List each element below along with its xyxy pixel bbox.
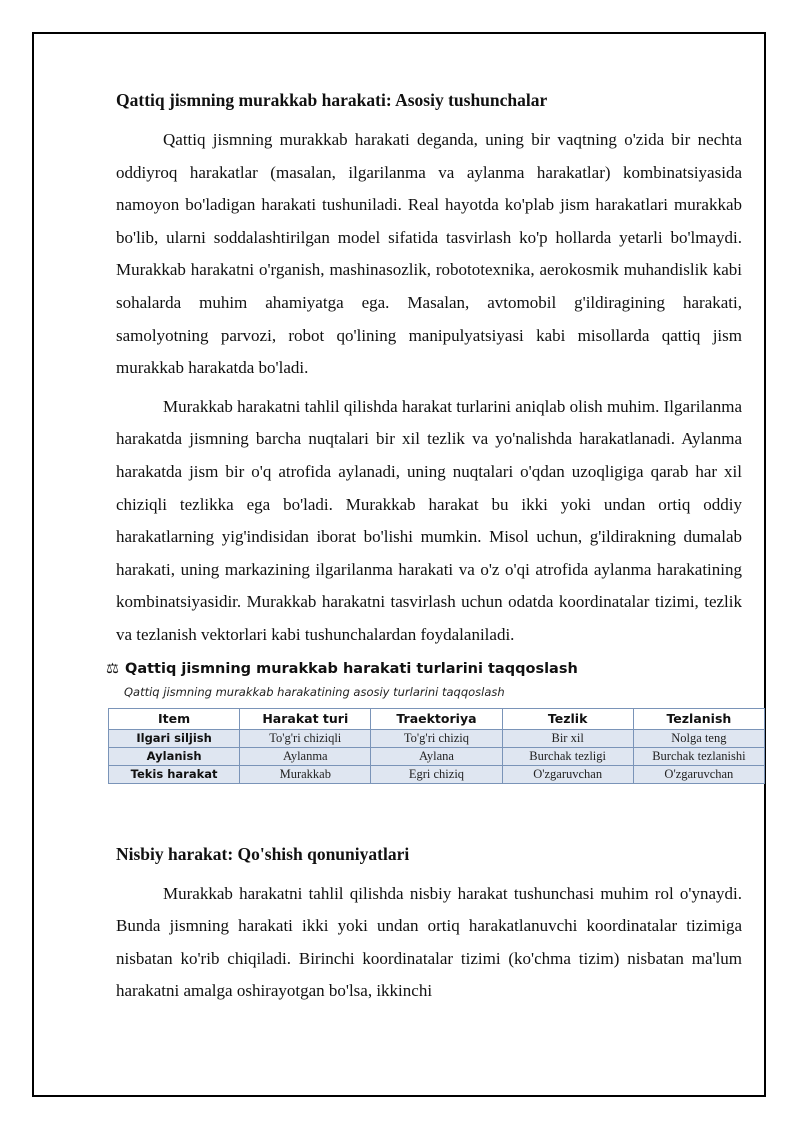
section-heading-relative-motion: Nisbiy harakat: Qo'shish qonuniyatlari xyxy=(116,843,410,864)
table-cell: Burchak tezlanishi xyxy=(633,747,764,765)
paragraph: Murakkab harakatni tahlil qilishda harakat turlarini aniqlab olish muhim. Ilgarilanma harakatda jismning barcha nuqtalari bir xil tezlik va yo'nalishda harakatlanadi. Aylanma harakatda jism bir o'q atrofida aylanadi, uning nuqtalari o'qdan uzoqligiga qarab har xil chiziqli tezlikka ega bo'ladi. Murakkab harakat bu ikki yoki undan ortiq oddiy harakatlarning yig'indisidan iborat bo'lishi mumkin. Misol uchun, g'ildirakning dumalab harakati, uning markazining ilgarilanma harakati va o'z o'qi atrofida aylanma harakatining kombinatsiyasidir. Murakkab harakatni tasvirlash uchun odatda koordinatalar tizimi, tezlik va tezlanish vektorlari kabi tushunchalardan foydalaniladi. xyxy=(116,396,742,644)
table-header-row xyxy=(109,708,765,729)
table-cell: Bir xil xyxy=(502,729,633,747)
paragraph: Murakkab harakatni tahlil qilishda nisbiy harakat tushunchasi muhim rol o'ynaydi. Bunda jismning harakati ikki yoki undan ortiq harakatlanuvchi koordinatalar tizimiga nisbatan ko'rib chiqiladi. Birinchi koordinatalar tizimi (ko'chma tizim) nisbatan ma'lum harakatni amalga oshirayotgan bo'lsa, ikkinchi xyxy=(116,883,742,1001)
comparison-table xyxy=(108,708,765,784)
row-header-cell: Tekis harakat xyxy=(109,765,240,783)
table-cell: Burchak tezligi xyxy=(502,747,633,765)
table-cell: Nolga teng xyxy=(633,729,764,747)
table-cell: O'zgaruvchan xyxy=(502,765,633,783)
table-caption: Qattiq jismning murakkab harakatining asosiy turlarini taqqoslash xyxy=(124,684,505,699)
column-header: Item xyxy=(109,708,240,729)
comparison-table-block xyxy=(106,658,746,784)
section-heading-basic-concepts: Qattiq jismning murakkab harakati: Asosiy tushunchalar xyxy=(116,90,548,110)
table-row xyxy=(109,747,765,765)
table-cell: Aylanma xyxy=(240,747,371,765)
table-cell: To'g'ri chiziq xyxy=(371,729,502,747)
table-cell: Murakkab xyxy=(240,765,371,783)
column-header: Harakat turi xyxy=(240,708,371,729)
table-cell: O'zgaruvchan xyxy=(633,765,764,783)
table-row xyxy=(109,729,765,747)
column-header: Traektoriya xyxy=(371,708,502,729)
table-title xyxy=(106,658,742,680)
scale-icon: ⚖ xyxy=(106,660,119,677)
table-cell: Egri chiziq xyxy=(371,765,502,783)
column-header: Tezlanish xyxy=(633,708,764,729)
row-header-cell: Ilgari siljish xyxy=(109,729,240,747)
document-content xyxy=(106,70,746,1014)
table-cell: Aylana xyxy=(371,747,502,765)
spacer xyxy=(116,784,742,824)
row-header-cell: Aylanish xyxy=(109,747,240,765)
column-header: Tezlik xyxy=(502,708,633,729)
paragraph: Qattiq jismning murakkab harakati deganda, uning bir vaqtning o'zida bir nechta oddiyroq harakatlar (masalan, ilgarilanma va aylanma harakatlar) kombinatsiyasida namoyon bo'ladigan harakati tushuniladi. Real hayotda ko'plab jism harakatlari murakkab bo'lib, ularni soddalashtirilgan model sifatida tasvirlash ko'p hollarda yetarli bo'lmaydi. Murakkab harakatni o'rganish, mashinasozlik, robototexnika, aerokosmik muhandislik kabi sohalarda muhim ahamiyatga ega. Masalan, avtomobil g'ildiragining harakati, samolyotning parvozi, robot qo'lining manipulyatsiyasi kabi misollarda qattiq jism murakkab harakatda bo'ladi. xyxy=(116,130,742,378)
table-row xyxy=(109,765,765,783)
table-title-text: Qattiq jismning murakkab harakati turlarini taqqoslash xyxy=(125,660,578,677)
table-cell: To'g'ri chiziqli xyxy=(240,729,371,747)
